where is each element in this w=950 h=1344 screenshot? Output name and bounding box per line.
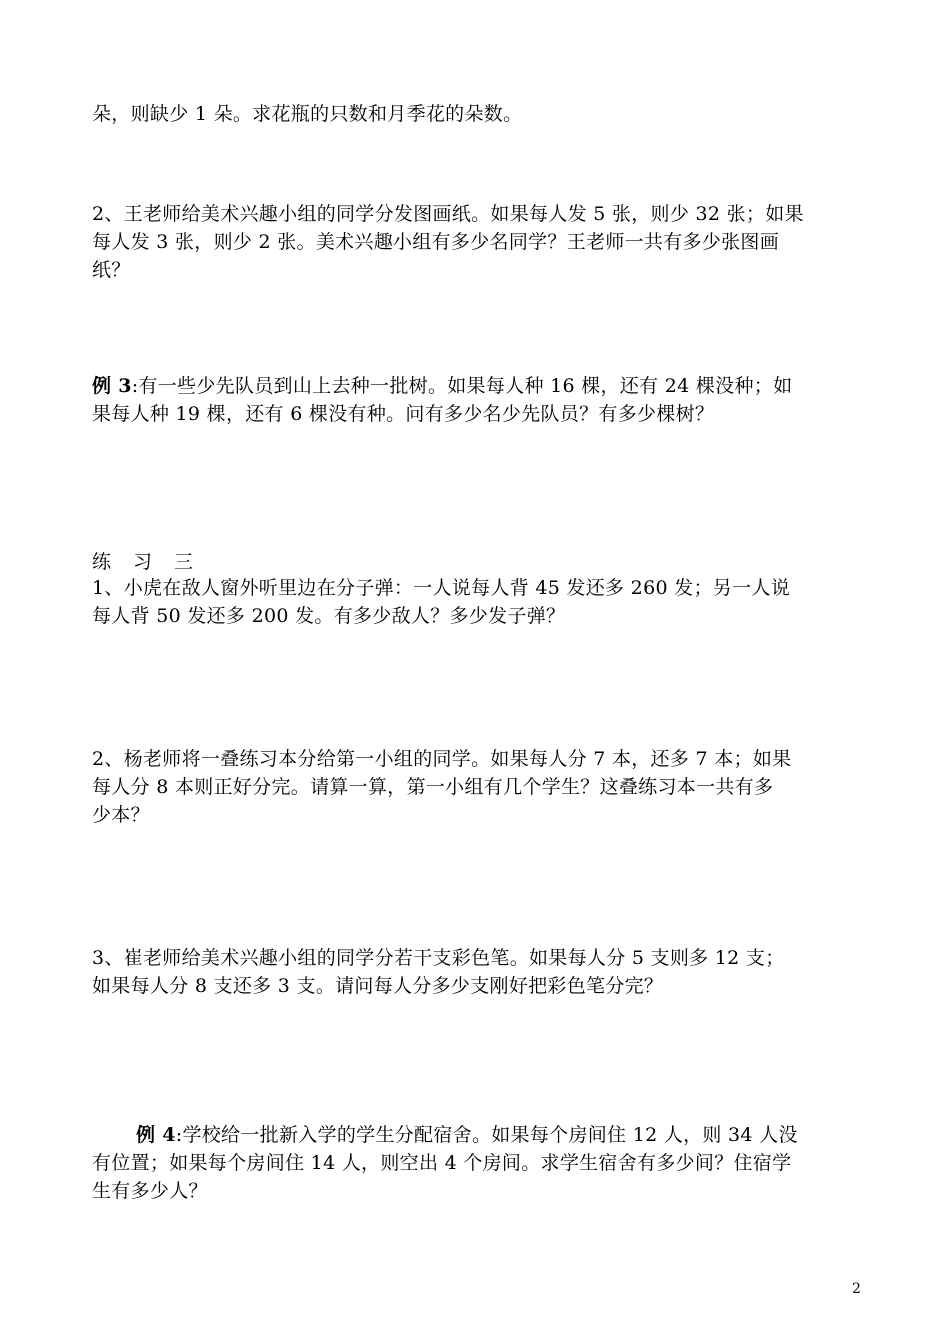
text-line: 3、崔老师给美术兴趣小组的同学分若干支彩色笔。如果每人分 5 支则多 12 支； [92, 947, 785, 969]
text-line: 每人发 3 张，则少 2 张。美术兴趣小组有多少名同学？王老师一共有多少张图画 [92, 231, 780, 253]
text-line: 少本？ [92, 804, 150, 826]
heading-char: 练 [92, 551, 112, 573]
example-3 [92, 372, 862, 428]
text-line: 每人背 50 发还多 200 发。有多少敌人？多少发子弹？ [92, 605, 566, 627]
text-line: 有位置；如果每个房间住 14 人，则空出 4 个房间。求学生宿舍有多少间？住宿学 [92, 1152, 792, 1174]
practice-question-2 [92, 745, 862, 829]
text-line: 2、王老师给美术兴趣小组的同学分发图画纸。如果每人发 5 张，则少 32 张；如果 [92, 203, 804, 225]
section-heading [92, 548, 215, 576]
page-number: 2 [852, 1281, 861, 1297]
text-line: 每人分 8 本则正好分完。请算一算，第一小组有几个学生？这叠练习本一共有多 [92, 776, 774, 798]
example-label: 例 4 [136, 1124, 176, 1146]
heading-char: 三 [174, 551, 194, 573]
text-line: 果每人种 19 棵，还有 6 棵没有种。问有多少名少先队员？有多少棵树？ [92, 403, 715, 425]
practice-question-1 [92, 574, 862, 630]
text-line: :有一些少先队员到山上去种一批树。如果每人种 16 棵，还有 24 棵没种；如 [131, 375, 793, 397]
heading-char: 习 [133, 551, 153, 573]
example-4 [92, 1121, 862, 1205]
text-line: 纸？ [92, 259, 131, 281]
text-line: 生有多少人？ [92, 1180, 208, 1202]
example-label: 例 3 [92, 375, 132, 397]
paragraph-continued [92, 100, 862, 128]
text-line: 如果每人分 8 支还多 3 支。请问每人分多少支刚好把彩色笔分完？ [92, 975, 664, 997]
exercise-2-paper [92, 200, 862, 284]
text-line: 1、小虎在敌人窗外听里边在分子弹：一人说每人背 45 发还多 260 发；另一人说 [92, 577, 790, 599]
text-line: 朵，则缺少 1 朵。求花瓶的只数和月季花的朵数。 [92, 103, 523, 125]
text-line: 2、杨老师将一叠练习本分给第一小组的同学。如果每人分 7 本，还多 7 本；如果 [92, 748, 792, 770]
practice-question-3 [92, 944, 862, 1000]
text-line: :学校给一批新入学的学生分配宿舍。如果每个房间住 12 人，则 34 人没 [175, 1124, 798, 1146]
